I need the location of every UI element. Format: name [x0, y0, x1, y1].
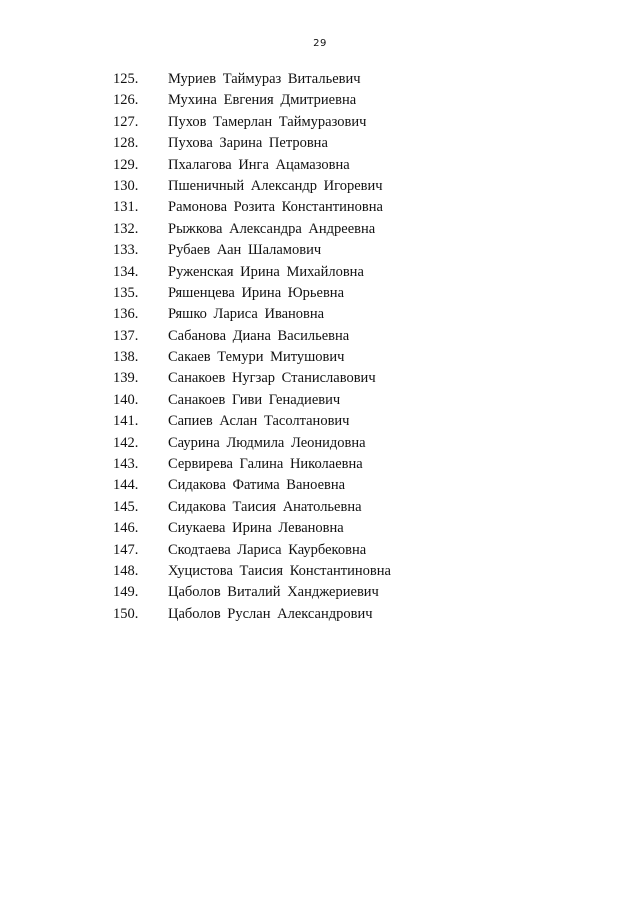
item-name: Рыжкова Александра Андреевна [168, 220, 376, 237]
item-name: Сиукаева Ирина Левановна [168, 520, 344, 537]
item-number: 149. [113, 584, 139, 601]
item-number: 131. [113, 199, 139, 216]
list-item [0, 347, 640, 368]
list-item [0, 69, 640, 90]
item-number: 134. [113, 263, 139, 280]
item-number: 141. [113, 413, 139, 430]
item-number: 140. [113, 391, 139, 408]
item-number: 130. [113, 177, 139, 194]
list-item [0, 283, 640, 304]
item-number: 135. [113, 284, 139, 301]
list-item [0, 561, 640, 582]
list-item [0, 433, 640, 454]
item-number: 133. [113, 242, 139, 259]
item-number: 127. [113, 113, 139, 130]
item-name: Пухова Зарина Петровна [168, 135, 328, 152]
item-name: Цаболов Руслан Александрович [168, 605, 373, 622]
list-item [0, 304, 640, 325]
list-item [0, 411, 640, 432]
item-number: 136. [113, 306, 139, 323]
item-number: 145. [113, 498, 139, 515]
item-number: 147. [113, 541, 139, 558]
item-name: Сервирева Галина Николаевна [168, 456, 363, 473]
item-number: 137. [113, 327, 139, 344]
item-name: Санакоев Нугзар Станиславович [168, 370, 376, 387]
item-name: Пхалагова Инга Ацамазовна [168, 156, 350, 173]
list-item [0, 176, 640, 197]
page-number: 29 [313, 38, 327, 49]
item-name: Пухов Тамерлан Таймуразович [168, 113, 367, 130]
list-item [0, 454, 640, 475]
item-number: 144. [113, 477, 139, 494]
list-item [0, 582, 640, 603]
name-list [0, 69, 640, 625]
list-item [0, 326, 640, 347]
item-name: Сапиев Аслан Тасолтанович [168, 413, 350, 430]
list-item [0, 219, 640, 240]
item-name: Пшеничный Александр Игоревич [168, 177, 383, 194]
item-number: 132. [113, 220, 139, 237]
item-name: Сидакова Фатима Ваноевна [168, 477, 346, 494]
item-name: Цаболов Виталий Ханджериевич [168, 584, 379, 601]
list-item [0, 390, 640, 411]
item-number: 128. [113, 135, 139, 152]
item-number: 142. [113, 434, 139, 451]
item-name: Скодтаева Лариса Каурбековна [168, 541, 367, 558]
item-name: Руженская Ирина Михайловна [168, 263, 364, 280]
item-number: 126. [113, 92, 139, 109]
list-item [0, 475, 640, 496]
list-item [0, 262, 640, 283]
list-item [0, 197, 640, 218]
list-item [0, 518, 640, 539]
list-item [0, 497, 640, 518]
item-number: 138. [113, 349, 139, 366]
list-item [0, 112, 640, 133]
item-name: Муриев Таймураз Витальевич [168, 71, 361, 87]
item-number: 150. [113, 605, 139, 622]
item-name: Сидакова Таисия Анатольевна [168, 498, 362, 515]
item-number: 129. [113, 156, 139, 173]
item-number: 148. [113, 562, 139, 579]
list-item [0, 604, 640, 625]
list-item [0, 155, 640, 176]
item-name: Ряшко Лариса Ивановна [168, 306, 325, 323]
list-item [0, 133, 640, 154]
list-item [0, 540, 640, 561]
item-name: Санакоев Гиви Генадиевич [168, 391, 341, 408]
item-number: 146. [113, 520, 139, 537]
item-name: Рамонова Розита Константиновна [168, 199, 383, 216]
item-name: Сабанова Диана Васильевна [168, 327, 350, 344]
item-name: Сакаев Темури Митушович [168, 349, 345, 366]
list-item [0, 90, 640, 111]
list-item [0, 240, 640, 261]
item-name: Хуцистова Таисия Константиновна [168, 562, 391, 579]
item-name: Рубаев Аан Шаламович [168, 242, 322, 259]
item-number: 125. [113, 71, 139, 87]
item-number: 139. [113, 370, 139, 387]
item-name: Ряшенцева Ирина Юрьевна [168, 284, 344, 301]
item-name: Мухина Евгения Дмитриевна [168, 92, 357, 109]
item-name: Саурина Людмила Леонидовна [168, 434, 366, 451]
list-item [0, 368, 640, 389]
item-number: 143. [113, 456, 139, 473]
